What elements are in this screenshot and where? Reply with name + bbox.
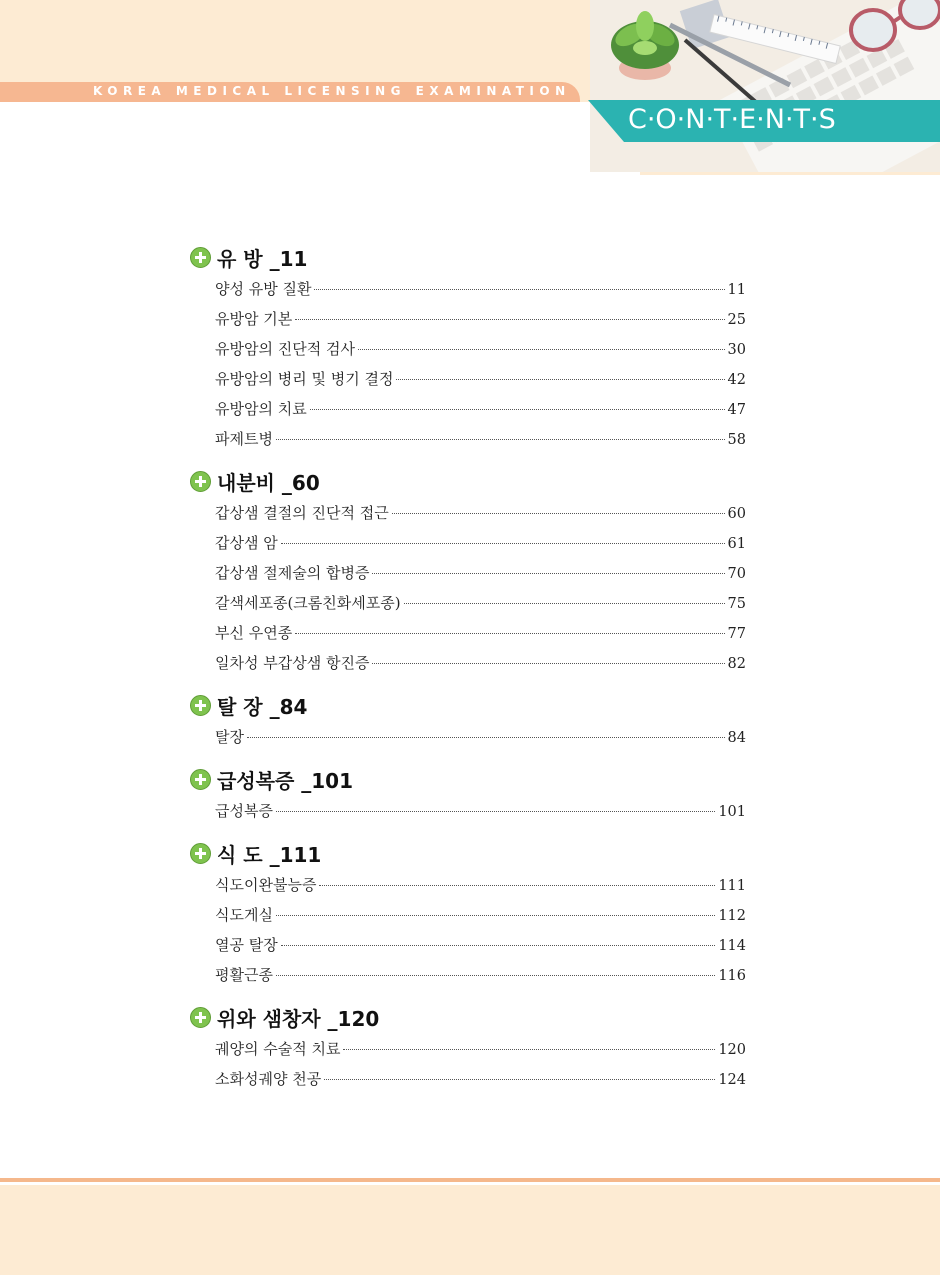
toc-entry[interactable] (215, 498, 746, 528)
section-title-text: 위와 샘창자 _120 (217, 1006, 380, 1031)
dot-leader (281, 944, 716, 946)
dot-leader (404, 602, 725, 604)
header-band-text: KOREA MEDICAL LICENSING EXAMINATION (93, 84, 571, 98)
dot-leader (276, 810, 715, 812)
entry-title: 급성복증 (215, 802, 273, 820)
dot-leader (358, 348, 725, 350)
dot-leader (276, 438, 725, 440)
toc-entry[interactable] (215, 1034, 746, 1064)
entry-page-number: 30 (727, 342, 746, 358)
toc-section (190, 762, 750, 826)
toc-entry[interactable] (215, 588, 746, 618)
toc-entry[interactable] (215, 334, 746, 364)
section-heading (190, 464, 750, 498)
entry-title: 소화성궤양 천공 (215, 1070, 322, 1088)
toc-entry[interactable] (215, 274, 746, 304)
entry-title: 유방암의 진단적 검사 (215, 340, 355, 358)
dot-leader (392, 512, 725, 514)
toc-section (190, 836, 750, 990)
entry-page-number: 11 (727, 282, 746, 298)
toc-entry[interactable] (215, 870, 746, 900)
section-title-text: 내분비 _60 (217, 470, 320, 495)
entry-title: 열공 탈장 (215, 936, 278, 954)
entry-page-number: 120 (718, 1042, 746, 1058)
entry-page-number: 75 (727, 596, 746, 612)
section-heading (190, 240, 750, 274)
toc-entry[interactable] (215, 930, 746, 960)
section-title-text: 급성복증 _101 (217, 768, 353, 793)
entry-page-number: 111 (718, 878, 746, 894)
dot-leader (319, 884, 715, 886)
section-heading (190, 762, 750, 796)
toc-section (190, 464, 750, 678)
dot-leader (281, 542, 725, 544)
entry-page-number: 77 (727, 626, 746, 642)
entry-page-number: 84 (727, 730, 746, 746)
toc-entry[interactable] (215, 618, 746, 648)
entry-page-number: 101 (718, 804, 746, 820)
dot-leader (396, 378, 724, 380)
toc-entry[interactable] (215, 722, 746, 752)
entry-page-number: 58 (727, 432, 746, 448)
entry-title: 갈색세포종(크롬친화세포종) (215, 594, 401, 612)
entry-title: 유방암의 치료 (215, 400, 307, 418)
entry-page-number: 60 (727, 506, 746, 522)
entry-page-number: 124 (718, 1072, 746, 1088)
entry-page-number: 112 (718, 908, 746, 924)
dot-leader (247, 736, 725, 738)
entry-title: 식도이완불능증 (215, 876, 317, 894)
entry-title: 파제트병 (215, 430, 273, 448)
entry-title: 궤양의 수술적 치료 (215, 1040, 341, 1058)
section-heading (190, 1000, 750, 1034)
dot-leader (324, 1078, 715, 1080)
entry-title: 양성 유방 질환 (215, 280, 312, 298)
toc-section (190, 240, 750, 454)
toc-section (190, 1000, 750, 1094)
dot-leader (314, 288, 724, 290)
dot-leader (372, 572, 724, 574)
toc-entry[interactable] (215, 304, 746, 334)
dot-leader (310, 408, 725, 410)
plus-circle-icon (190, 471, 211, 492)
dot-leader (276, 974, 715, 976)
entry-title: 유방암의 병리 및 병기 결정 (215, 370, 394, 388)
footer-rule (0, 1178, 940, 1182)
entry-title: 일차성 부갑상샘 항진증 (215, 654, 370, 672)
entry-title: 탈장 (215, 728, 244, 746)
plus-circle-icon (190, 769, 211, 790)
entry-page-number: 116 (718, 968, 746, 984)
section-heading (190, 688, 750, 722)
plus-circle-icon (190, 695, 211, 716)
entry-page-number: 42 (727, 372, 746, 388)
entry-title: 평활근종 (215, 966, 273, 984)
toc-entry[interactable] (215, 394, 746, 424)
entry-title: 갑상샘 결절의 진단적 접근 (215, 504, 389, 522)
section-title-text: 탈 장 _84 (217, 694, 308, 719)
desk-photo-illustration (590, 0, 940, 172)
toc-entry[interactable] (215, 364, 746, 394)
plus-circle-icon (190, 247, 211, 268)
toc-entry[interactable] (215, 1064, 746, 1094)
entry-title: 갑상샘 암 (215, 534, 278, 552)
toc-entry[interactable] (215, 796, 746, 826)
entry-title: 식도게실 (215, 906, 273, 924)
entry-page-number: 25 (727, 312, 746, 328)
dot-leader (372, 662, 724, 664)
dot-leader (295, 632, 724, 634)
entry-page-number: 61 (727, 536, 746, 552)
plus-circle-icon (190, 1007, 211, 1028)
section-heading (190, 836, 750, 870)
toc-entry[interactable] (215, 648, 746, 678)
footer-background (0, 1185, 940, 1275)
table-of-contents (190, 240, 750, 1104)
entry-page-number: 70 (727, 566, 746, 582)
entry-title: 유방암 기본 (215, 310, 293, 328)
toc-entry[interactable] (215, 558, 746, 588)
entry-page-number: 47 (727, 402, 746, 418)
entry-title: 부신 우연종 (215, 624, 293, 642)
plus-circle-icon (190, 843, 211, 864)
toc-section (190, 688, 750, 752)
entry-page-number: 82 (727, 656, 746, 672)
toc-entry[interactable] (215, 424, 746, 454)
entry-title: 갑상샘 절제술의 합병증 (215, 564, 370, 582)
contents-title: C·O·N·T·E·N·T·S (628, 104, 836, 135)
section-title-text: 식 도 _111 (217, 842, 322, 867)
dot-leader (295, 318, 724, 320)
dot-leader (343, 1048, 715, 1050)
header-white-area (0, 102, 640, 175)
section-title-text: 유 방 _11 (217, 246, 308, 271)
toc-entry[interactable] (215, 528, 746, 558)
dot-leader (276, 914, 715, 916)
toc-entry[interactable] (215, 960, 746, 990)
entry-page-number: 114 (718, 938, 746, 954)
toc-entry[interactable] (215, 900, 746, 930)
